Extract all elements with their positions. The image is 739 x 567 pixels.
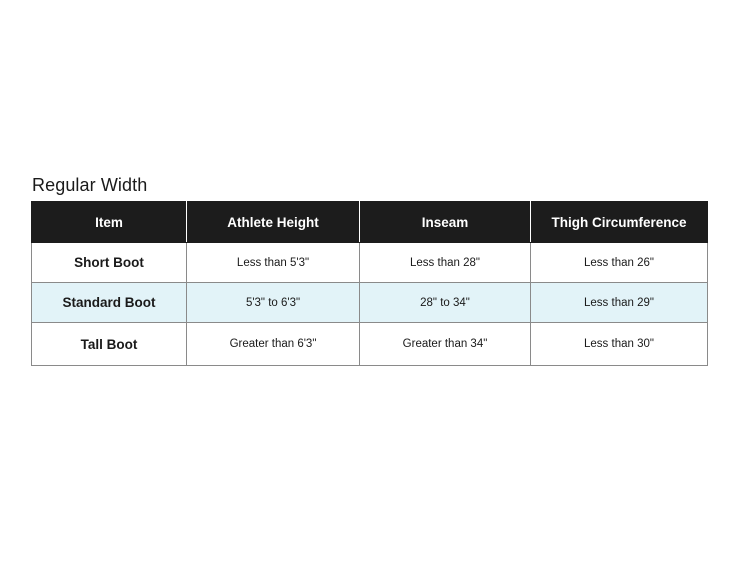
size-chart-title: Regular Width	[32, 175, 148, 195]
table-row	[32, 243, 708, 283]
header-athlete-height: Athlete Height	[187, 202, 360, 243]
header-thigh-circumference: Thigh Circumference	[531, 202, 708, 243]
header-inseam: Inseam	[360, 202, 531, 243]
cell-item: Short Boot	[32, 243, 187, 283]
cell-thigh-circumference: Less than 29"	[531, 283, 708, 323]
cell-athlete-height: Less than 5'3"	[187, 243, 360, 283]
cell-inseam: Greater than 34"	[360, 323, 531, 366]
cell-item: Tall Boot	[32, 323, 187, 366]
cell-inseam: Less than 28"	[360, 243, 531, 283]
cell-thigh-circumference: Less than 26"	[531, 243, 708, 283]
table-header	[32, 202, 708, 243]
cell-thigh-circumference: Less than 30"	[531, 323, 708, 366]
cell-item: Standard Boot	[32, 283, 187, 323]
table-row	[32, 323, 708, 366]
cell-athlete-height: 5'3" to 6'3"	[187, 283, 360, 323]
table-row	[32, 283, 708, 323]
cell-inseam: 28" to 34"	[360, 283, 531, 323]
cell-athlete-height: Greater than 6'3"	[187, 323, 360, 366]
header-item: Item	[32, 202, 187, 243]
table-header-row	[32, 202, 708, 243]
table-body	[32, 243, 708, 366]
size-chart-table	[31, 201, 708, 366]
